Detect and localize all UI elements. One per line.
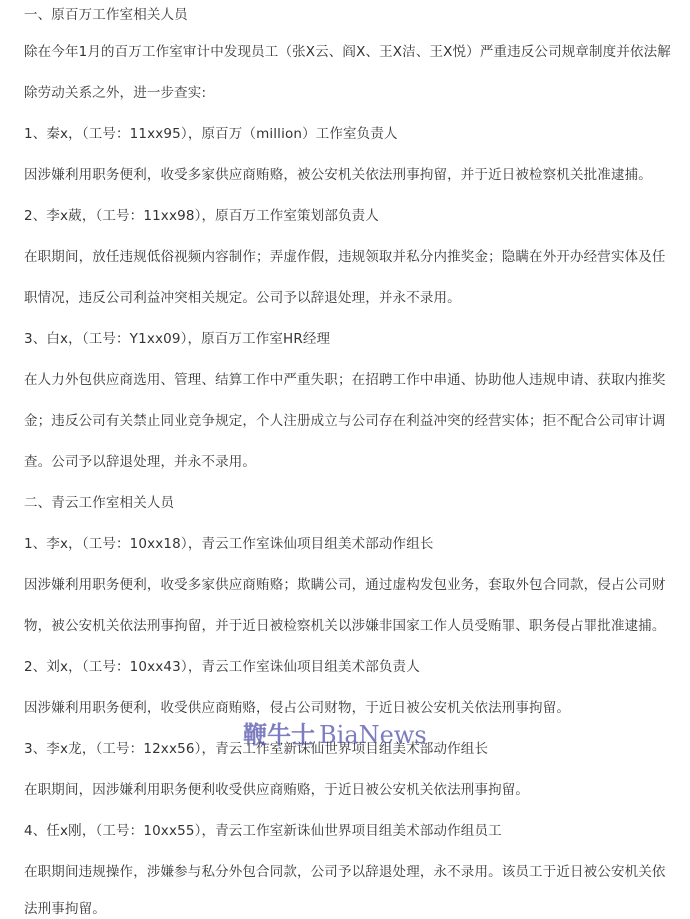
paragraph-line: 因涉嫌利用职务便利，收受多家供应商贿赂，被公安机关依法刑事拘留，并于近日被检察机关批准逮捕。: [24, 167, 652, 183]
paragraph-line: 职情况，违反公司利益冲突相关规定。公司予以辞退处理，并永不录用。: [24, 290, 461, 306]
paragraph-line: 金；违反公司有关禁止同业竞争规定，个人注册成立与公司存在利益冲突的经营实体；拒不配合公司审计调: [24, 413, 666, 429]
person-heading: 3、白x，（工号：Y1xx09），原百万工作室HR经理: [24, 331, 331, 347]
person-heading: 1、秦x，（工号：11xx95），原百万（million）工作室负责人: [24, 126, 398, 142]
person-heading: 1、李x，（工号：10xx18），青云工作室诛仙项目组美术部动作组长: [24, 536, 434, 552]
paragraph-line: 在职期间违规操作，涉嫌参与私分外包合同款，公司予以辞退处理，永不录用。该员工于近日被公安机关依: [24, 864, 666, 880]
paragraph-line: 在人力外包供应商选用、管理、结算工作中严重失职；在招聘工作中串通、协助他人违规申请、获取内推奖: [24, 372, 666, 388]
paragraph-line: 查。公司予以辞退处理，并永不录用。: [24, 454, 257, 470]
section-heading: 二、青云工作室相关人员: [24, 495, 175, 511]
section-heading: 一、原百万工作室相关人员: [24, 7, 188, 23]
watermark-cn: 鞭牛士: [243, 720, 315, 749]
paragraph-line: 在职期间，放任违规低俗视频内容制作；弄虚作假，违规领取并私分内推奖金；隐瞒在外开办经营实体及任: [24, 249, 666, 265]
person-heading: 2、刘x，（工号：10xx43），青云工作室诛仙项目组美术部负责人: [24, 659, 420, 675]
paragraph-line: 除在今年1月的百万工作室审计中发现员工（张X云、阎X、王X洁、王X悦）严重违反公司规章制度并依法解: [24, 44, 671, 60]
person-heading: 3、李x龙，（工号：12xx56），青云工作室新诛仙世界项目组美术部动作组长: [24, 741, 489, 757]
paragraph-line: 因涉嫌利用职务便利，收受供应商贿赂，侵占公司财物，于近日被公安机关依法刑事拘留。: [24, 700, 570, 716]
paragraph-line: 因涉嫌利用职务便利，收受多家供应商贿赂；欺瞒公司，通过虚构发包业务，套取外包合同款，侵占公司财: [24, 577, 666, 593]
paragraph-line: 在职期间，因涉嫌利用职务便利收受供应商贿赂，于近日被公安机关依法刑事拘留。: [24, 782, 530, 798]
paragraph-line: 法刑事拘留。: [24, 901, 106, 917]
paragraph-line: 除劳动关系之外，进一步查实:: [24, 85, 207, 101]
person-heading: 4、任x刚，（工号：10xx55），青云工作室新诛仙世界项目组美术部动作组员工: [24, 823, 502, 839]
watermark-logo: [243, 720, 427, 750]
watermark-en: BiaNews: [319, 721, 427, 749]
paragraph-line: 物，被公安机关依法刑事拘留，并于近日被检察机关以涉嫌非国家工作人员受贿罪、职务侵占罪批准逮捕。: [24, 618, 666, 634]
person-heading: 2、李x葳，（工号：11xx98），原百万工作室策划部负责人: [24, 208, 379, 224]
